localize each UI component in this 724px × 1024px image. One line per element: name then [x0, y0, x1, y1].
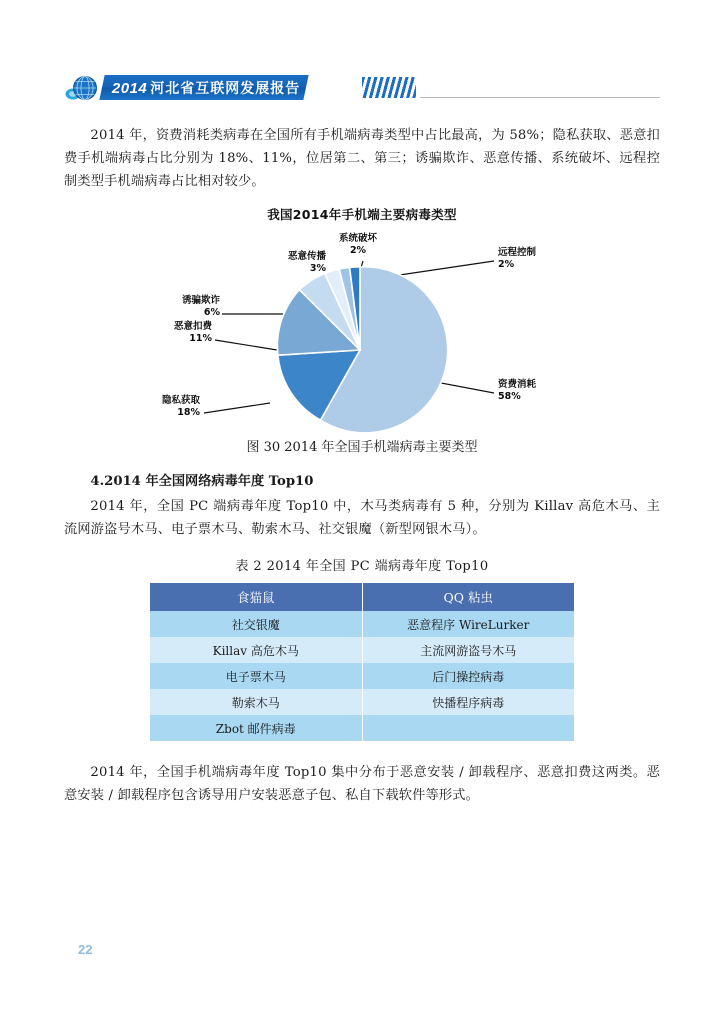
table-cell: Zbot 邮件病毒: [150, 715, 362, 741]
slash-stripes-icon: [362, 77, 416, 98]
table-cell: 快播程序病毒: [362, 689, 574, 715]
paragraph-mobile-top10: 2014 年，全国手机端病毒年度 Top10 集中分布于恶意安装 / 卸载程序、恶意扣费这两类。恶意安装 / 卸载程序包含诱导用户安装恶意子包、私自下载软件等形式。: [64, 765, 660, 803]
table-cell: 勒索木马: [150, 689, 362, 715]
table-cell: 后门操控病毒: [362, 663, 574, 689]
globe-icon: [64, 72, 100, 106]
table-row: [150, 689, 574, 715]
header-banner: [99, 75, 309, 100]
pie-chart: [64, 223, 660, 435]
table-cell: Killav 高危木马: [150, 637, 362, 663]
table-cell: 社交银魔: [150, 611, 362, 637]
chart-title: 我国2014年手机端主要病毒类型: [267, 207, 457, 222]
pie-label-yuanchengkongzhi: 远程控制 2%: [498, 247, 537, 270]
header-divider: [420, 97, 660, 98]
table-col-header-1: QQ 粘虫: [362, 583, 574, 611]
page-header: [64, 72, 660, 106]
table-cell: 主流网游盗号木马: [362, 637, 574, 663]
paragraph-pc-top10: 2014 年，全国 PC 端病毒年度 Top10 中，木马类病毒有 5 种，分别为 Killav 高危木马、主流网游盗号木马、电子票木马、勒索木马、社交银魔（新型网银木马）。: [64, 499, 660, 537]
pie-label-eyikoufei: 恶意扣费 11%: [173, 321, 212, 344]
table-row: [150, 715, 574, 741]
table-header-row: [150, 583, 574, 611]
pie-slices: [277, 267, 447, 433]
section-heading: 4.2014 年全国网络病毒年度 Top10: [90, 474, 314, 489]
table-cell: [362, 715, 574, 741]
pie-label-zifeixiaohao: 资费消耗 58%: [498, 379, 537, 402]
figure-30: [64, 205, 660, 455]
table-caption: 表 2 2014 年全国 PC 端病毒年度 Top10: [235, 559, 489, 574]
table-2-block: [64, 555, 660, 741]
pie-label-youpianqizha: 诱骗欺诈 6%: [181, 295, 220, 318]
page-content: [64, 124, 660, 807]
table-cell: 电子票木马: [150, 663, 362, 689]
table-row: [150, 663, 574, 689]
figure-caption: 图 30 2014 年全国手机端病毒主要类型: [246, 440, 478, 455]
table-row: [150, 611, 574, 637]
paragraph-intro: 2014 年，资费消耗类病毒在全国所有手机端病毒类型中占比最高，为 58%；隐私获取、恶意扣费手机端病毒占比分别为 18%、11%，位居第二、第三；诱骗欺诈、恶意传播、系统破坏、远程控制类型手机端病毒占比相对较少。: [64, 128, 660, 189]
page-number: 22: [78, 942, 93, 957]
pie-label-eyichuanbo: 恶意传播 3%: [287, 251, 326, 274]
table-cell: 恶意程序 WireLurker: [362, 611, 574, 637]
table-col-header-0: 食猫鼠: [150, 583, 362, 611]
pie-label-xitongpohuai: 系统破坏 2%: [339, 233, 378, 256]
table-row: [150, 637, 574, 663]
header-year: 2014: [112, 79, 148, 97]
pc-virus-top10-table: [150, 583, 574, 741]
header-title: 河北省互联网发展报告: [150, 80, 301, 97]
pie-label-yinsihuoqu: 隐私获取 18%: [161, 395, 200, 418]
